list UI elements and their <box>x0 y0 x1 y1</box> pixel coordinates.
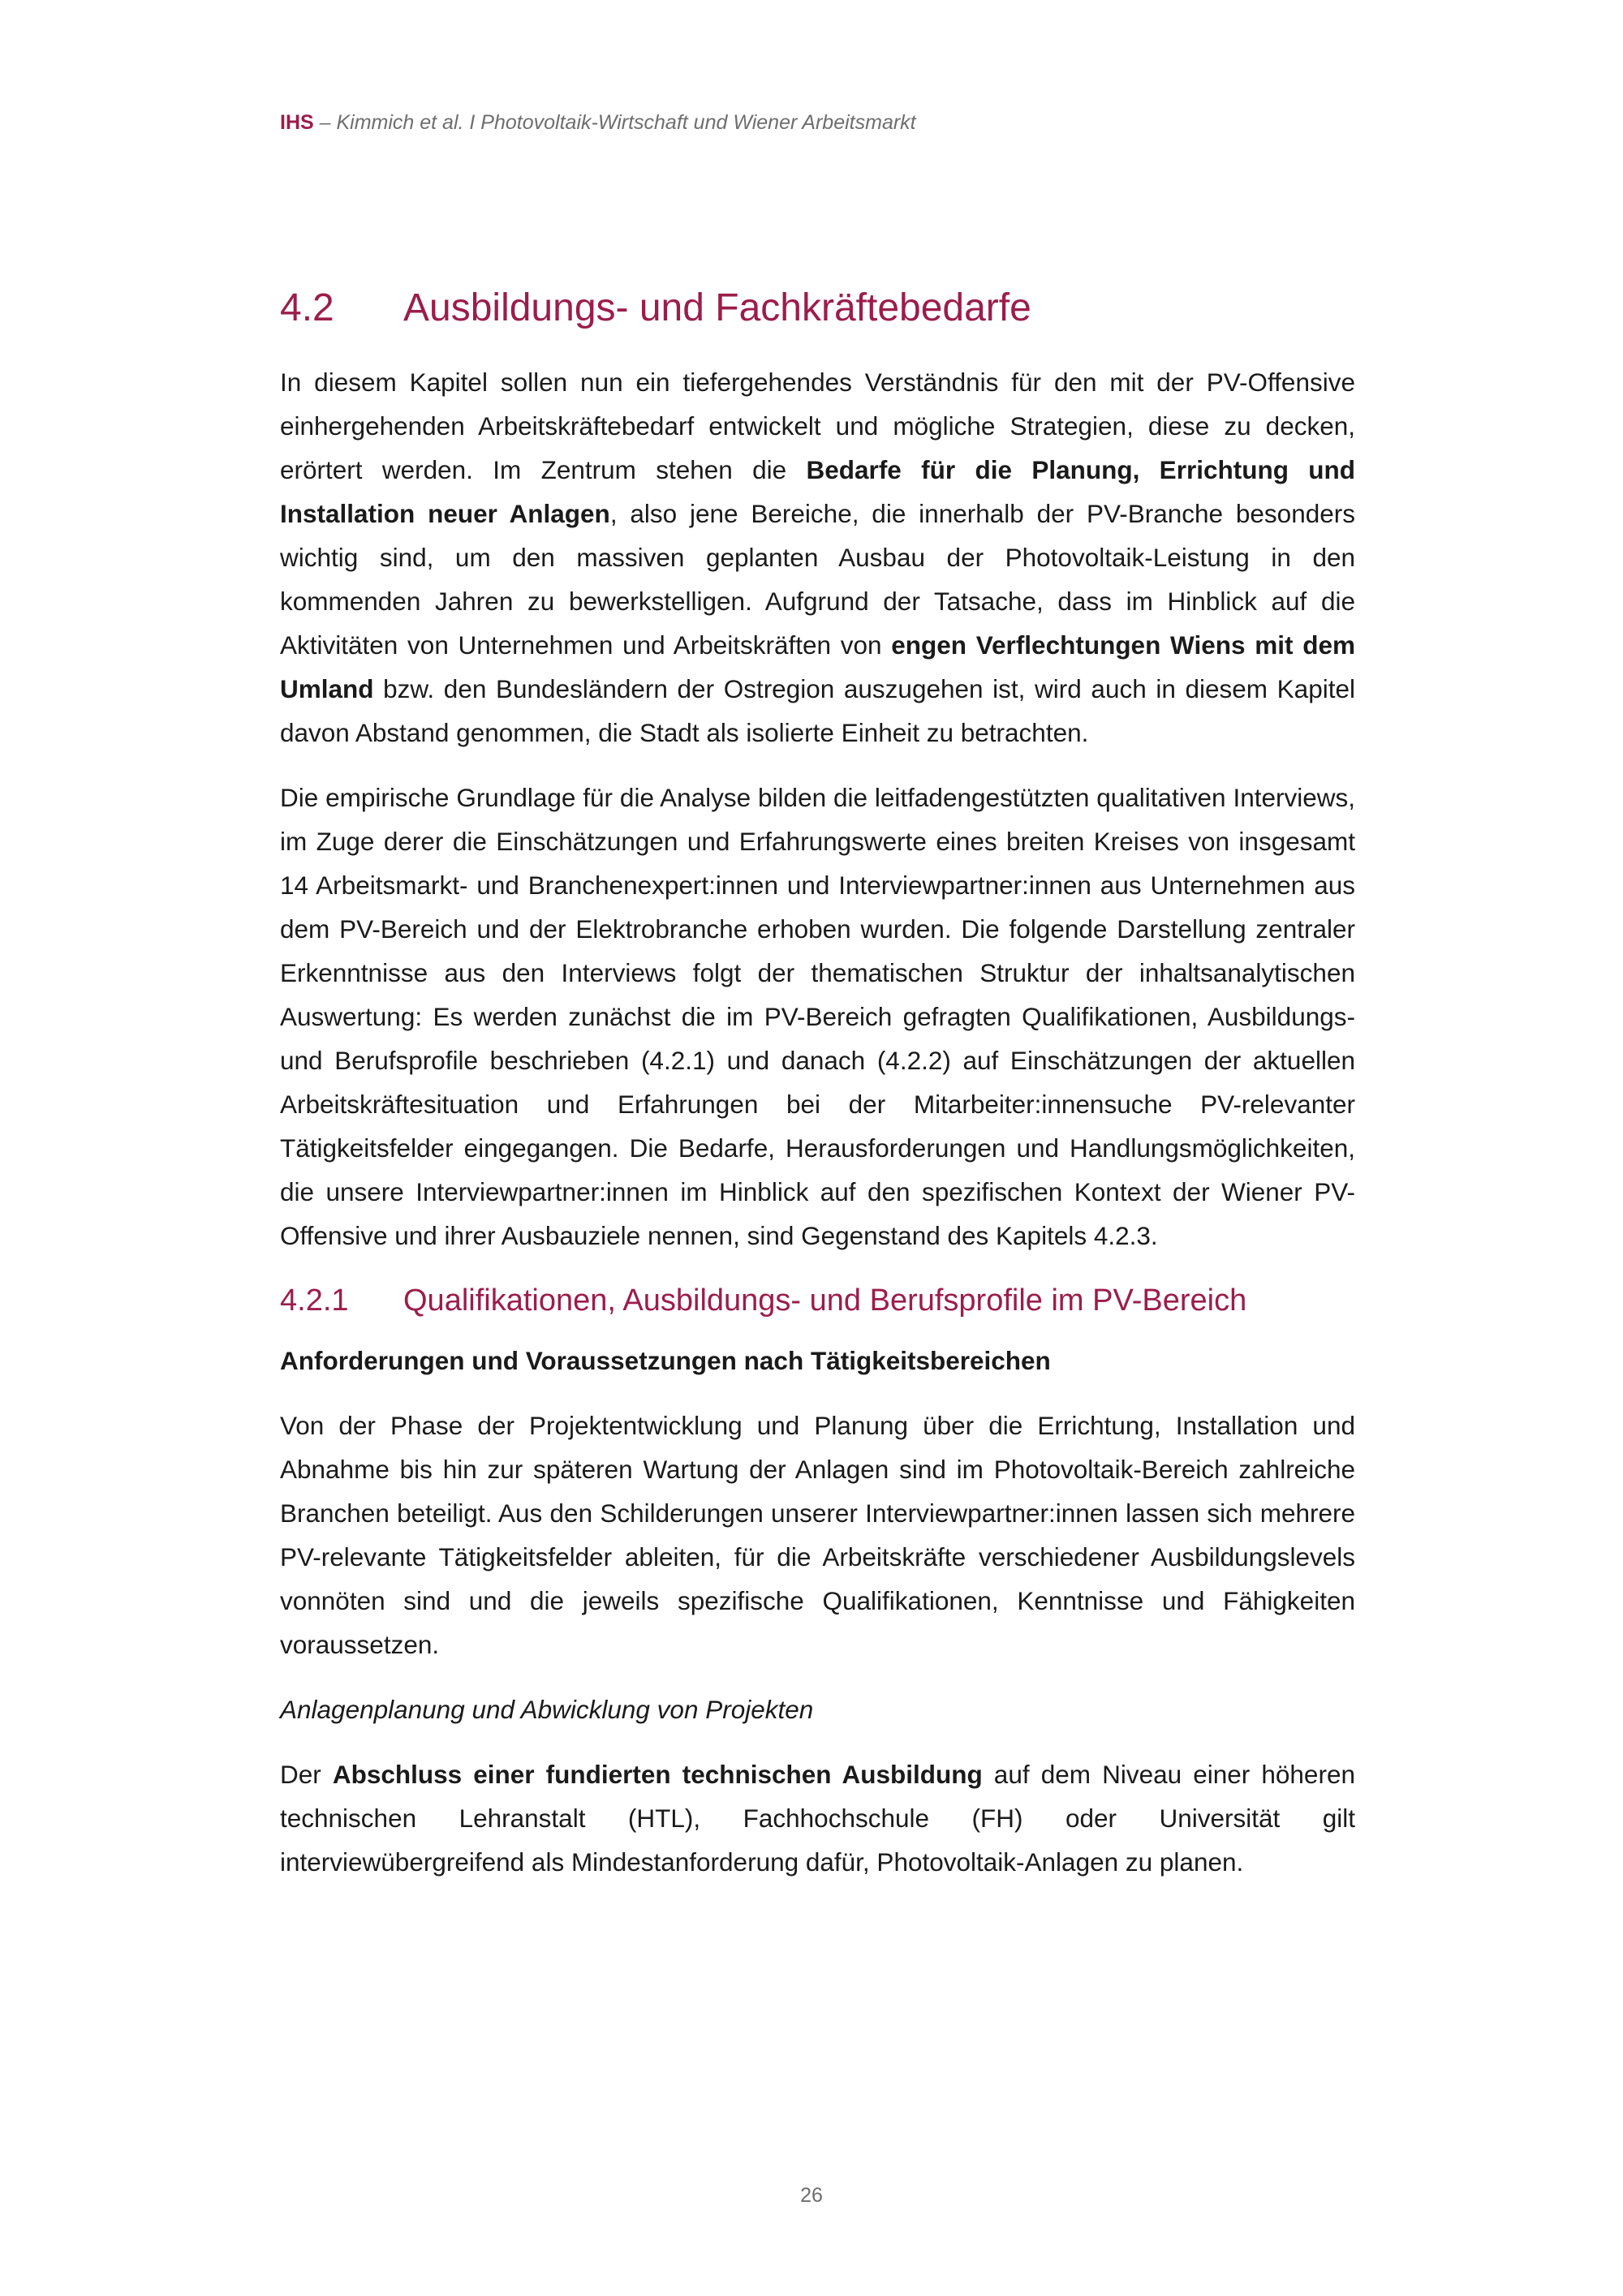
header-title: – Kimmich et al. I Photovoltaik-Wirtschaft und Wiener Arbeitsmarkt <box>313 111 916 134</box>
italic-subheading: Anlagenplanung und Abwicklung von Projekten <box>280 1695 814 1724</box>
subsection-number: 4.2.1 <box>280 1283 349 1318</box>
paragraph-planning-text-1: Der <box>280 1760 333 1789</box>
running-header <box>280 109 916 136</box>
bold-subheading: Anforderungen und Voraussetzungen nach Tätigkeitsbereichen <box>280 1346 1051 1375</box>
paragraph-intro-bold-2: engen Verflechtungen Wiens mit dem Umland <box>280 630 1355 703</box>
paragraph-planning <box>280 1752 1355 1884</box>
paragraph-intro-text-1: In diesem Kapitel sollen nun ein tiefergehendes Verständnis für den mit der PV-Offensive einhergehenden Arbeitskräftebedarf entwickelt und mögliche Strategien, diese zu decken, erörtert werden. Im Zentrum stehen die <box>280 368 1355 484</box>
paragraph-activities: Von der Phase der Projektentwicklung und Planung über die Errichtung, Installation und Abnahme bis hin zur späteren Wartung der Anlagen sind im Photovoltaik-Bereich zahlreiche Branchen beteiligt. Aus den Schilderungen unserer Interviewpartner:innen lassen sich mehrere PV-relevante Tätigkeitsfelder ableiten, für die Arbeitskräfte verschiedener Ausbildungslevels vonnöten sind und die jeweils spezifische Qualifikationen, Kenntnisse und Fähigkeiten voraussetzen. <box>280 1411 1355 1659</box>
header-brand: IHS <box>280 111 314 134</box>
paragraph-intro-bold-1: Bedarfe für die Planung, Errichtung und Installation neuer Anlagen <box>280 455 1356 528</box>
section-number: 4.2 <box>280 286 334 329</box>
page-number: 26 <box>800 2184 823 2207</box>
section-title: Ausbildungs- und Fachkräftebedarfe <box>403 286 1031 329</box>
main-content <box>280 276 1355 1905</box>
paragraph-method: Die empirische Grundlage für die Analyse bilden die leitfadengestützten qualitativen Interviews, im Zuge derer die Einschätzungen und Erfahrungswerte eines breiten Kreises von insgesamt 14 Arbeitsmarkt- und Branchenexpert:innen und Interviewpartner:innen aus Unternehmen aus dem PV-Bereich und der Elektrobranche erhoben wurden. Die folgende Darstellung zentraler Erkenntnisse aus den Interviews folgt der thematischen Struktur der inhaltsanalytischen Auswertung: Es werden zunächst die im PV-Bereich gefragten Qualifikationen, Ausbildungs- und Berufsprofile beschrieben (4.2.1) und danach (4.2.2) auf Einschätzungen der aktuellen Arbeitskräftesituation und Erfahrungen bei der Mitarbeiter:innensuche PV-relevanter Tätigkeitsfelder eingegangen. Die Bedarfe, Herausforderungen und Handlungsmöglichkeiten, die unsere Interviewpartner:innen im Hinblick auf den spezifischen Kontext der Wiener PV-Offensive und ihrer Ausbauziele nennen, sind Gegenstand des Kapitels 4.2.3. <box>280 783 1355 1250</box>
paragraph-planning-bold-1: Abschluss einer fundierten technischen Ausbildung <box>332 1760 983 1789</box>
paragraph-intro <box>280 360 1355 755</box>
section-heading <box>280 276 1355 341</box>
paragraph-planning-text-2: auf dem Niveau einer höheren technischen Lehranstalt (HTL), Fachhochschule (FH) oder Universität gilt interviewübergreifend als Mindestanforderung dafür, Photovoltaik-Anlagen zu planen. <box>280 1760 1355 1877</box>
subsection-heading <box>280 1279 1355 1322</box>
subsection-title: Qualifikationen, Ausbildungs- und Berufsprofile im PV-Bereich <box>403 1283 1247 1318</box>
paragraph-intro-text-2: , also jene Bereiche, die innerhalb der PV-Branche besonders wichtig sind, um den massiven geplanten Ausbau der Photovoltaik-Leistung in den kommenden Jahren zu bewerkstelligen. Aufgrund der Tatsache, dass im Hinblick auf die Aktivitäten von Unternehmen und Arbeitskräften von <box>280 499 1355 660</box>
paragraph-intro-text-3: bzw. den Bundesländern der Ostregion auszugehen ist, wird auch in diesem Kapitel davon Abstand genommen, die Stadt als isolierte Einheit zu betrachten. <box>280 674 1355 747</box>
